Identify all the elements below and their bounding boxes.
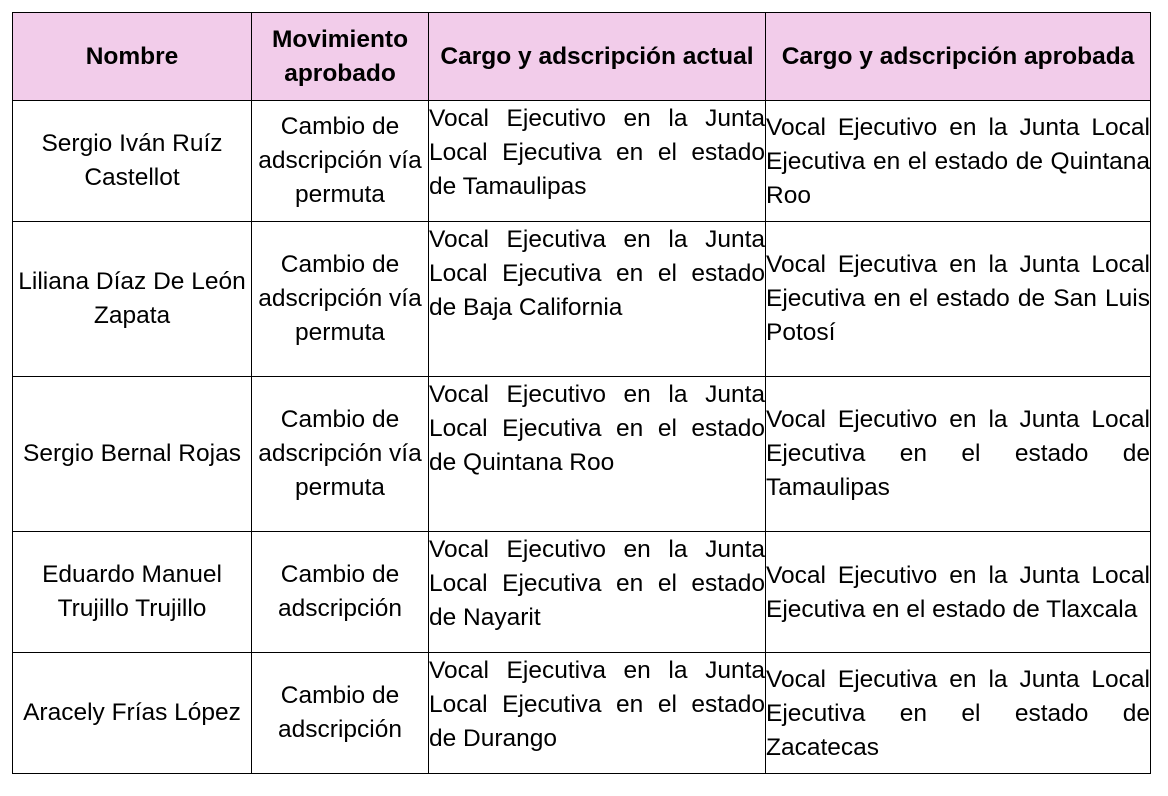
cell-cargo-aprobado: Vocal Ejecutivo en la Junta Local Ejecutiva en el estado de Quintana Roo xyxy=(766,101,1151,222)
cell-nombre: Aracely Frías López xyxy=(13,653,252,774)
cell-nombre: Sergio Iván Ruíz Castellot xyxy=(13,101,252,222)
cell-movimiento: Cambio de adscripción xyxy=(252,532,429,653)
table-row xyxy=(13,101,1151,222)
movements-table xyxy=(12,12,1151,774)
cell-cargo-aprobado: Vocal Ejecutiva en la Junta Local Ejecutiva en el estado de San Luis Potosí xyxy=(766,222,1151,377)
table-row xyxy=(13,653,1151,774)
cell-cargo-actual: Vocal Ejecutiva en la Junta Local Ejecutiva en el estado de Durango xyxy=(429,653,766,774)
cell-nombre: Sergio Bernal Rojas xyxy=(13,377,252,532)
header-nombre: Nombre xyxy=(13,13,252,101)
header-cargo-actual: Cargo y adscripción actual xyxy=(429,13,766,101)
header-row xyxy=(13,13,1151,101)
cell-nombre: Eduardo Manuel Trujillo Trujillo xyxy=(13,532,252,653)
cell-movimiento: Cambio de adscripción vía permuta xyxy=(252,377,429,532)
header-cargo-aprobado: Cargo y adscripción aprobada xyxy=(766,13,1151,101)
cell-cargo-aprobado: Vocal Ejecutiva en la Junta Local Ejecutiva en el estado de Zacatecas xyxy=(766,653,1151,774)
cell-cargo-actual: Vocal Ejecutivo en la Junta Local Ejecutiva en el estado de Quintana Roo xyxy=(429,377,766,532)
table-row xyxy=(13,222,1151,377)
table-row xyxy=(13,377,1151,532)
cell-cargo-aprobado: Vocal Ejecutivo en la Junta Local Ejecutiva en el estado de Tlaxcala xyxy=(766,532,1151,653)
cell-movimiento: Cambio de adscripción vía permuta xyxy=(252,101,429,222)
cell-movimiento: Cambio de adscripción vía permuta xyxy=(252,222,429,377)
cell-cargo-aprobado: Vocal Ejecutivo en la Junta Local Ejecutiva en el estado de Tamaulipas xyxy=(766,377,1151,532)
cell-movimiento: Cambio de adscripción xyxy=(252,653,429,774)
cell-cargo-actual: Vocal Ejecutiva en la Junta Local Ejecutiva en el estado de Baja California xyxy=(429,222,766,377)
header-movimiento: Movimiento aprobado xyxy=(252,13,429,101)
cell-nombre: Liliana Díaz De León Zapata xyxy=(13,222,252,377)
cell-cargo-actual: Vocal Ejecutivo en la Junta Local Ejecutiva en el estado de Tamaulipas xyxy=(429,101,766,222)
table-row xyxy=(13,532,1151,653)
cell-cargo-actual: Vocal Ejecutivo en la Junta Local Ejecutiva en el estado de Nayarit xyxy=(429,532,766,653)
